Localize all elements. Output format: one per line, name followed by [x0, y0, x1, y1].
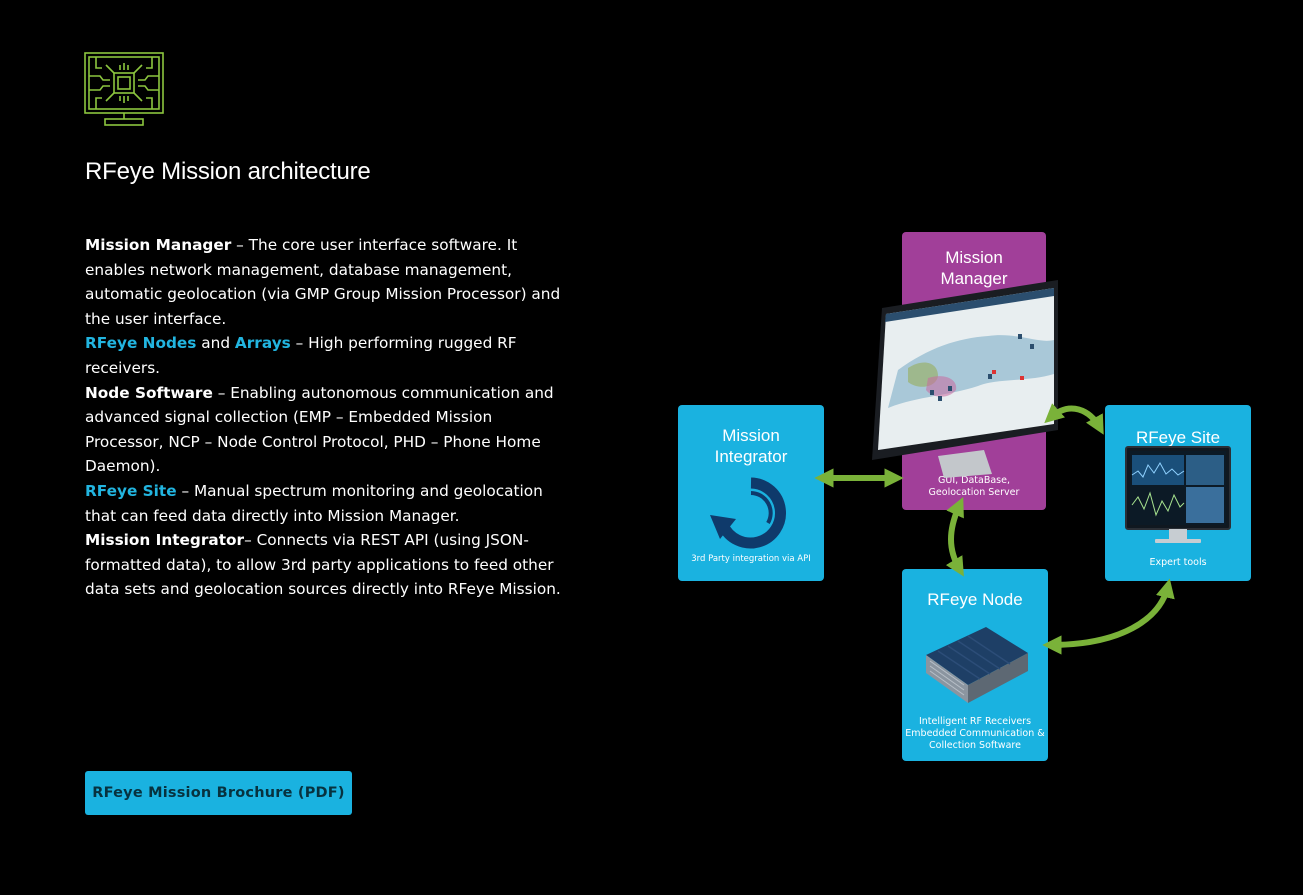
rfeye-site-box	[1105, 405, 1251, 581]
rfeye-node-caption-3: Collection Software	[929, 740, 1021, 751]
page-title: RFeye Mission architecture	[85, 158, 371, 185]
mission-integrator-title-1: Mission	[722, 426, 780, 445]
rfeye-nodes-link[interactable]: RFeye Nodes	[85, 334, 197, 353]
mission-integrator-label: Mission Integrator	[85, 531, 245, 550]
integrator-text: – Connects via REST API (using JSON-formatted data), to allow 3rd party applications to feed other data sets and geolocation sources directly into RFeye Mission.	[85, 531, 561, 599]
and-text: and	[196, 334, 235, 353]
rfeye-node-caption-2: Embedded Communication &	[905, 728, 1045, 739]
mission-integrator-box	[678, 405, 824, 581]
mission-manager-caption-1: GUI, DataBase,	[938, 475, 1010, 486]
refresh-icon	[706, 475, 796, 550]
brochure-pdf-button[interactable]: RFeye Mission Brochure (PDF)	[85, 771, 352, 815]
mission-manager-title-2: Manager	[940, 269, 1008, 288]
node-software-label: Node Software	[85, 383, 213, 402]
mission-manager-title-1: Mission	[945, 248, 1003, 267]
monitor-spectrum-icon	[1123, 445, 1233, 547]
rfeye-node-box	[902, 569, 1048, 761]
arrays-link[interactable]: Arrays	[234, 334, 291, 353]
mission-manager-caption-2: Geolocation Server	[928, 487, 1020, 498]
mission-manager-label: Mission Manager	[85, 236, 232, 254]
rfeye-node-title: RFeye Node	[927, 590, 1023, 609]
rfeye-site-caption: Expert tools	[1149, 557, 1207, 568]
nodes-text: – High performing rugged RF receivers.	[85, 334, 517, 377]
node-software-text: – Enabling autonomous communication and advanced signal collection (EMP – Embedded Mission Processor, NCP – Node Control Protocol, PHD – Phone Home Daemon).	[85, 383, 554, 476]
monitor-map-icon	[868, 278, 1064, 478]
rfeye-site-link[interactable]: RFeye Site	[85, 481, 177, 500]
rf-receiver-hardware-icon	[916, 619, 1036, 709]
rfeye-node-caption-1: Intelligent RF Receivers	[918, 716, 1032, 727]
mission-manager-text: – The core user interface software. It enables network management, database management, automatic geolocation (via GMP Group Mission Processor) and the user interface.	[85, 236, 561, 328]
circuit-monitor-icon	[84, 52, 164, 126]
site-text: – Manual spectrum monitoring and geolocation that can feed data directly into Mission Manager.	[85, 481, 543, 525]
architecture-description	[85, 233, 570, 602]
mission-integrator-title-2: Integrator	[714, 447, 788, 466]
mission-integrator-caption: 3rd Party integration via API	[691, 554, 811, 564]
rfeye-site-title: RFeye Site	[1135, 428, 1221, 447]
